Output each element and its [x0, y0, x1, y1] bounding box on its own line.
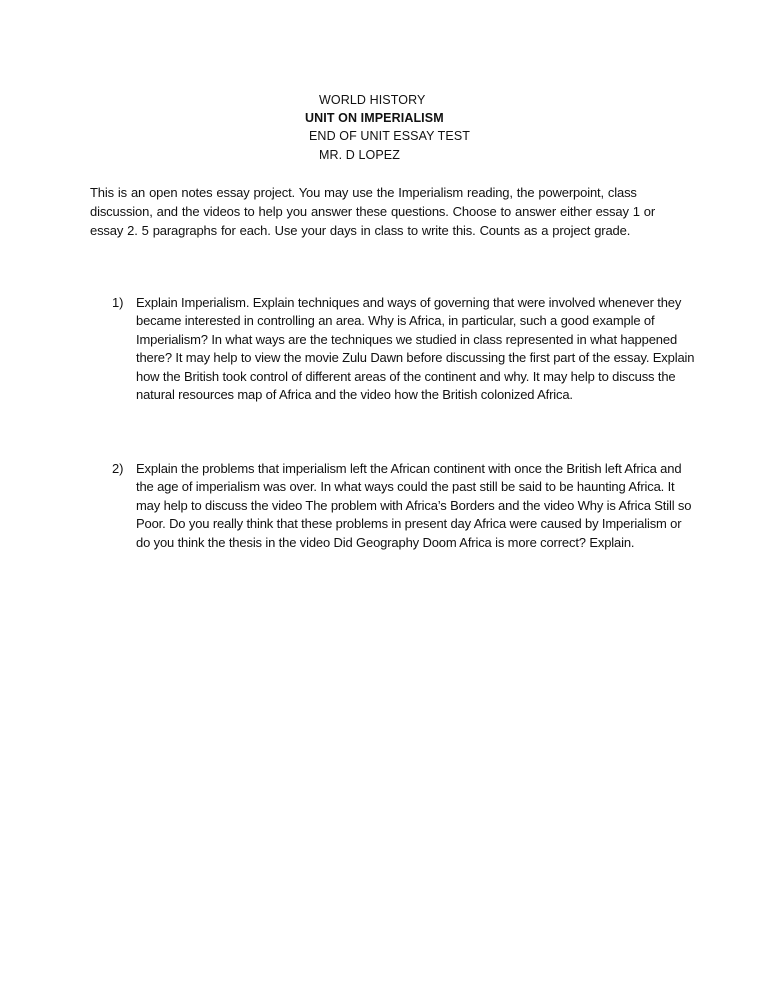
question-number: 2) [112, 461, 124, 476]
question-text: Explain Imperialism. Explain techniques and ways of governing that were involved whenever they became interested in controlling an area. Why is Africa, in particular, such a good example of Imperialism? In what ways are the techniques we studied in class represented in what happened there? It may help to view the movie Zulu Dawn before discussing the first part of the essay. Explain how the British took control of different areas of the continent and why. It may help to discuss the natural resources map of Africa and the video how the British colonized Africa. [136, 295, 695, 403]
question-number: 1) [112, 295, 124, 310]
question-text: Explain the problems that imperialism left the African continent with once the British left Africa and the age of imperialism was over. In what ways could the past still be said to be haunting Africa. It may help to discuss the video The problem with Africa’s Borders and the video Why is Africa Still so Poor. Do you really think that these problems in present day Africa were caused by Imperialism or do you think the thesis in the video Did Geography Doom Africa is more correct? Explain. [136, 461, 692, 550]
unit-heading: UNIT ON IMPERIALISM [305, 111, 444, 125]
essay-question-2 [112, 460, 697, 552]
instructions-paragraph: This is an open notes essay project. You may use the Imperialism reading, the powerpoint, class discussion, and the videos to help you answer these questions. Choose to answer either essay 1 or essay 2. 5 paragraphs for each. Use your days in class to write this. Counts as a project grade. [90, 185, 656, 238]
test-heading: END OF UNIT ESSAY TEST [309, 129, 471, 143]
essay-question-1 [112, 294, 697, 404]
essay-question-list [112, 294, 697, 404]
subject-heading: WORLD HISTORY [319, 93, 426, 107]
essay-question-list-2 [112, 460, 697, 552]
teacher-heading: MR. D LOPEZ [319, 148, 400, 162]
